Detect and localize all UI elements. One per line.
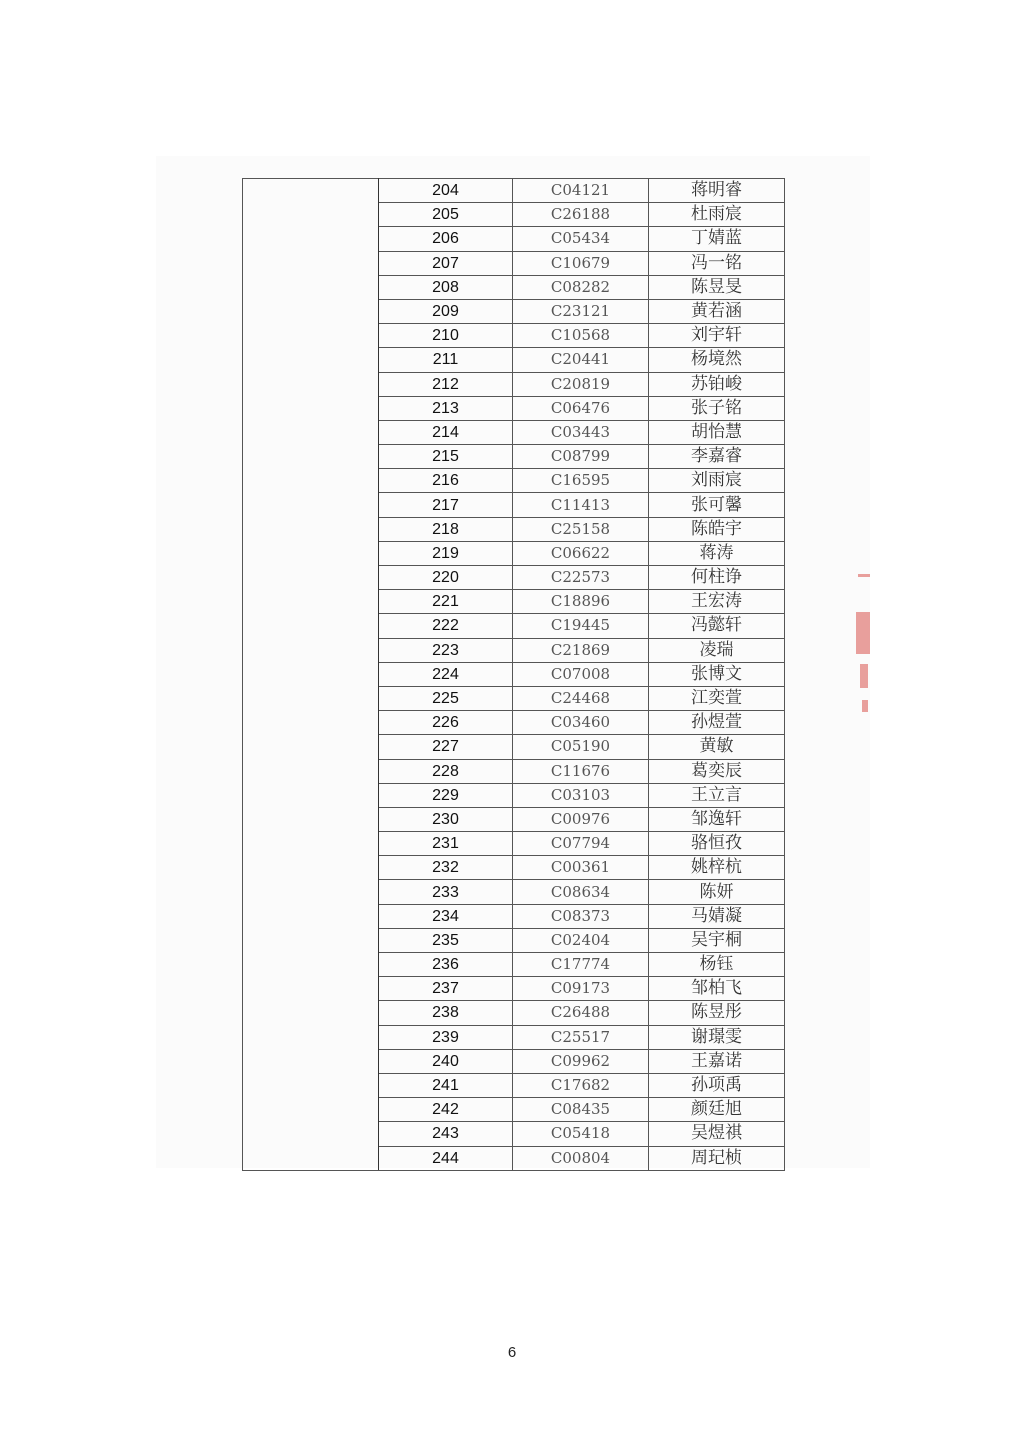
row-seq-cell: 222 <box>379 614 513 638</box>
row-code-cell: C20819 <box>513 372 649 396</box>
row-seq-cell: 221 <box>379 590 513 614</box>
row-name-cell: 张可馨 <box>649 493 785 517</box>
row-seq-cell: 241 <box>379 1073 513 1097</box>
row-code-cell: C25517 <box>513 1025 649 1049</box>
row-code-cell: C02404 <box>513 928 649 952</box>
row-seq-cell: 219 <box>379 541 513 565</box>
row-seq-cell: 232 <box>379 856 513 880</box>
row-code-cell: C03460 <box>513 711 649 735</box>
seal-fragment-4 <box>862 700 868 712</box>
row-seq-cell: 205 <box>379 203 513 227</box>
row-seq-cell: 220 <box>379 566 513 590</box>
row-name-cell: 王宏涛 <box>649 590 785 614</box>
row-code-cell: C10679 <box>513 251 649 275</box>
row-seq-cell: 233 <box>379 880 513 904</box>
row-code-cell: C24468 <box>513 686 649 710</box>
row-name-cell: 杨钰 <box>649 953 785 977</box>
row-name-cell: 骆恒孜 <box>649 832 785 856</box>
row-seq-cell: 225 <box>379 686 513 710</box>
row-name-cell: 胡怡慧 <box>649 420 785 444</box>
row-code-cell: C26188 <box>513 203 649 227</box>
row-name-cell: 杜雨宸 <box>649 203 785 227</box>
row-seq-cell: 213 <box>379 396 513 420</box>
row-code-cell: C08282 <box>513 275 649 299</box>
row-seq-cell: 216 <box>379 469 513 493</box>
row-code-cell: C23121 <box>513 299 649 323</box>
row-seq-cell: 238 <box>379 1001 513 1025</box>
row-name-cell: 周玘桢 <box>649 1146 785 1170</box>
row-code-cell: C08634 <box>513 880 649 904</box>
row-code-cell: C25158 <box>513 517 649 541</box>
row-seq-cell: 242 <box>379 1098 513 1122</box>
row-code-cell: C07008 <box>513 662 649 686</box>
row-name-cell: 陈昱旻 <box>649 275 785 299</box>
row-code-cell: C20441 <box>513 348 649 372</box>
row-seq-cell: 236 <box>379 953 513 977</box>
row-code-cell: C00804 <box>513 1146 649 1170</box>
row-code-cell: C07794 <box>513 832 649 856</box>
row-seq-cell: 235 <box>379 928 513 952</box>
row-name-cell: 孙煜萱 <box>649 711 785 735</box>
row-name-cell: 江奕萱 <box>649 686 785 710</box>
row-name-cell: 陈皓宇 <box>649 517 785 541</box>
page-number: 6 <box>507 1344 517 1361</box>
row-seq-cell: 224 <box>379 662 513 686</box>
row-name-cell: 邹逸轩 <box>649 807 785 831</box>
row-seq-cell: 226 <box>379 711 513 735</box>
row-name-cell: 凌瑞 <box>649 638 785 662</box>
row-code-cell: C22573 <box>513 566 649 590</box>
row-code-cell: C06622 <box>513 541 649 565</box>
roster-table <box>242 178 785 1171</box>
row-code-cell: C17682 <box>513 1073 649 1097</box>
row-code-cell: C17774 <box>513 953 649 977</box>
row-name-cell: 吴宇桐 <box>649 928 785 952</box>
row-seq-cell: 229 <box>379 783 513 807</box>
row-seq-cell: 237 <box>379 977 513 1001</box>
row-seq-cell: 244 <box>379 1146 513 1170</box>
row-seq-cell: 227 <box>379 735 513 759</box>
row-code-cell: C08373 <box>513 904 649 928</box>
row-code-cell: C10568 <box>513 324 649 348</box>
roster-table-body <box>243 179 785 1171</box>
row-seq-cell: 207 <box>379 251 513 275</box>
row-name-cell: 葛奕辰 <box>649 759 785 783</box>
row-code-cell: C00976 <box>513 807 649 831</box>
row-name-cell: 谢璟雯 <box>649 1025 785 1049</box>
row-seq-cell: 209 <box>379 299 513 323</box>
row-name-cell: 刘雨宸 <box>649 469 785 493</box>
row-seq-cell: 234 <box>379 904 513 928</box>
row-seq-cell: 217 <box>379 493 513 517</box>
row-name-cell: 张子铭 <box>649 396 785 420</box>
row-seq-cell: 239 <box>379 1025 513 1049</box>
seal-fragment-2 <box>856 612 870 654</box>
row-code-cell: C00361 <box>513 856 649 880</box>
row-seq-cell: 231 <box>379 832 513 856</box>
row-name-cell: 刘宇轩 <box>649 324 785 348</box>
row-seq-cell: 211 <box>379 348 513 372</box>
row-name-cell: 孙项禹 <box>649 1073 785 1097</box>
row-code-cell: C06476 <box>513 396 649 420</box>
row-code-cell: C03443 <box>513 420 649 444</box>
row-name-cell: 李嘉睿 <box>649 445 785 469</box>
row-name-cell: 黄若涵 <box>649 299 785 323</box>
row-seq-cell: 240 <box>379 1049 513 1073</box>
row-code-cell: C05190 <box>513 735 649 759</box>
row-name-cell: 姚梓杭 <box>649 856 785 880</box>
row-code-cell: C19445 <box>513 614 649 638</box>
row-code-cell: C04121 <box>513 179 649 203</box>
row-name-cell: 王嘉诺 <box>649 1049 785 1073</box>
group-cell <box>243 179 379 1171</box>
row-seq-cell: 228 <box>379 759 513 783</box>
row-name-cell: 吴煜祺 <box>649 1122 785 1146</box>
row-name-cell: 蒋明睿 <box>649 179 785 203</box>
row-code-cell: C03103 <box>513 783 649 807</box>
row-seq-cell: 243 <box>379 1122 513 1146</box>
row-code-cell: C05418 <box>513 1122 649 1146</box>
row-code-cell: C11413 <box>513 493 649 517</box>
row-name-cell: 冯懿轩 <box>649 614 785 638</box>
row-name-cell: 王立言 <box>649 783 785 807</box>
row-name-cell: 张博文 <box>649 662 785 686</box>
row-code-cell: C09173 <box>513 977 649 1001</box>
row-name-cell: 何柱诤 <box>649 566 785 590</box>
row-name-cell: 马婧凝 <box>649 904 785 928</box>
seal-fragment-1 <box>858 574 870 577</box>
row-seq-cell: 214 <box>379 420 513 444</box>
row-code-cell: C26488 <box>513 1001 649 1025</box>
row-code-cell: C09962 <box>513 1049 649 1073</box>
row-seq-cell: 206 <box>379 227 513 251</box>
row-code-cell: C21869 <box>513 638 649 662</box>
row-name-cell: 陈昱彤 <box>649 1001 785 1025</box>
row-seq-cell: 208 <box>379 275 513 299</box>
row-code-cell: C18896 <box>513 590 649 614</box>
row-seq-cell: 230 <box>379 807 513 831</box>
row-name-cell: 苏铂峻 <box>649 372 785 396</box>
row-code-cell: C08799 <box>513 445 649 469</box>
row-name-cell: 蒋涛 <box>649 541 785 565</box>
row-seq-cell: 218 <box>379 517 513 541</box>
table-row <box>243 179 785 203</box>
seal-fragment-3 <box>860 664 868 688</box>
row-seq-cell: 223 <box>379 638 513 662</box>
row-code-cell: C08435 <box>513 1098 649 1122</box>
row-name-cell: 陈妍 <box>649 880 785 904</box>
row-code-cell: C16595 <box>513 469 649 493</box>
row-name-cell: 黄敏 <box>649 735 785 759</box>
row-name-cell: 颜廷旭 <box>649 1098 785 1122</box>
row-name-cell: 杨境然 <box>649 348 785 372</box>
row-seq-cell: 210 <box>379 324 513 348</box>
row-name-cell: 丁婧蓝 <box>649 227 785 251</box>
row-seq-cell: 204 <box>379 179 513 203</box>
row-code-cell: C11676 <box>513 759 649 783</box>
row-code-cell: C05434 <box>513 227 649 251</box>
row-seq-cell: 212 <box>379 372 513 396</box>
row-name-cell: 邹柏飞 <box>649 977 785 1001</box>
row-name-cell: 冯一铭 <box>649 251 785 275</box>
row-seq-cell: 215 <box>379 445 513 469</box>
